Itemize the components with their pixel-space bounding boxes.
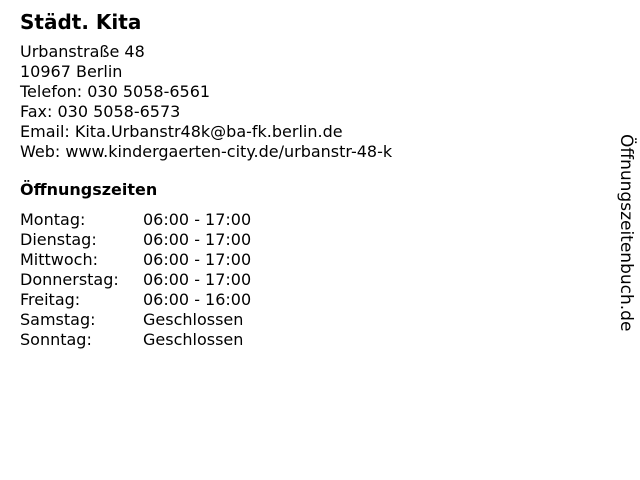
day-label: Sonntag: bbox=[20, 330, 92, 349]
day-label: Freitag: bbox=[20, 290, 81, 309]
web-line: Web: www.kindergaerten-city.de/urbanstr-48-k bbox=[20, 142, 393, 161]
hours-row bbox=[20, 210, 251, 230]
city-postcode: 10967 Berlin bbox=[20, 62, 123, 81]
opening-hours-table bbox=[20, 210, 251, 350]
day-hours: Geschlossen bbox=[143, 310, 244, 329]
hours-row bbox=[20, 250, 251, 270]
day-hours: 06:00 - 17:00 bbox=[143, 230, 252, 249]
hours-row bbox=[20, 290, 251, 310]
day-hours: 06:00 - 17:00 bbox=[143, 210, 252, 229]
contact-block bbox=[20, 42, 600, 162]
day-hours: 06:00 - 16:00 bbox=[143, 290, 252, 309]
business-name: Städt. Kita bbox=[20, 10, 142, 34]
phone-line: Telefon: 030 5058-6561 bbox=[20, 82, 211, 101]
day-hours: Geschlossen bbox=[143, 330, 244, 349]
day-hours: 06:00 - 17:00 bbox=[143, 250, 252, 269]
email-line: Email: Kita.Urbanstr48k@ba-fk.berlin.de bbox=[20, 122, 343, 141]
hours-row bbox=[20, 330, 251, 350]
day-label: Mittwoch: bbox=[20, 250, 98, 269]
day-label: Montag: bbox=[20, 210, 86, 229]
day-label: Dienstag: bbox=[20, 230, 97, 249]
street-address: Urbanstraße 48 bbox=[20, 42, 145, 61]
site-brand-vertical: Öffnungszeitenbuch.de bbox=[616, 134, 636, 332]
business-card bbox=[20, 10, 600, 350]
day-hours: 06:00 - 17:00 bbox=[143, 270, 252, 289]
fax-line: Fax: 030 5058-6573 bbox=[20, 102, 181, 121]
hours-row bbox=[20, 310, 251, 330]
hours-row bbox=[20, 270, 251, 290]
day-label: Samstag: bbox=[20, 310, 96, 329]
hours-row bbox=[20, 230, 251, 250]
day-label: Donnerstag: bbox=[20, 270, 119, 289]
opening-hours-heading: Öffnungszeiten bbox=[20, 180, 158, 199]
